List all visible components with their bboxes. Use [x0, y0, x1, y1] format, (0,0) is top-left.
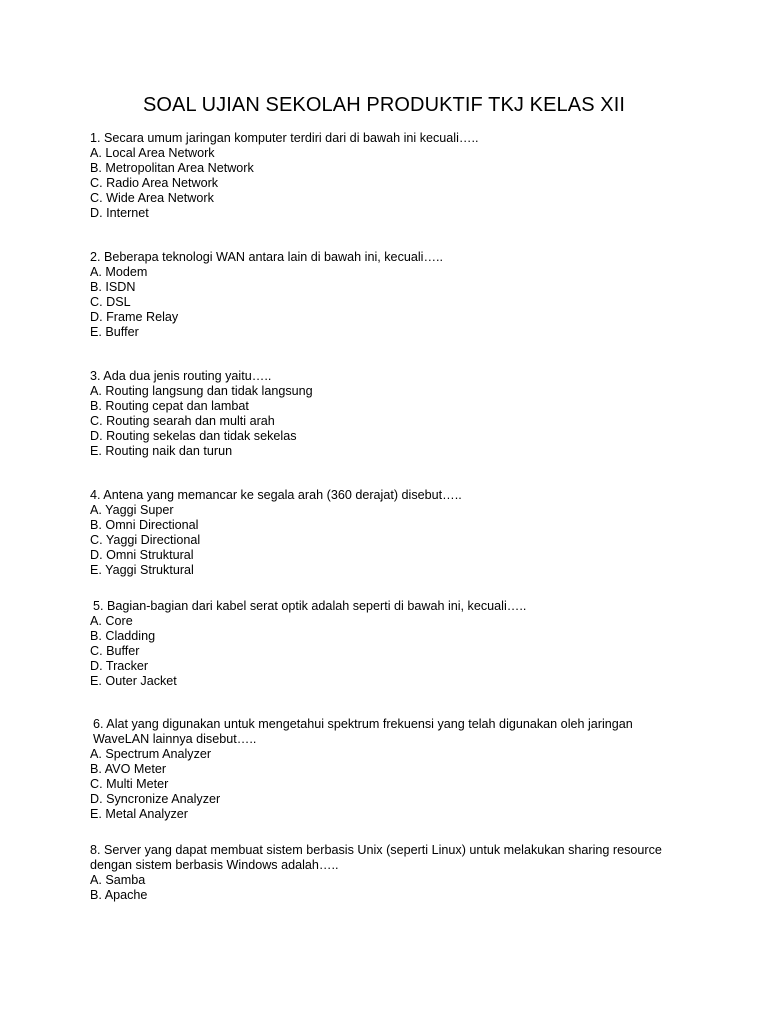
option: E. Metal Analyzer: [90, 807, 188, 821]
option: E. Routing naik dan turun: [90, 444, 233, 458]
question-6: [90, 717, 650, 822]
option: A. Core: [90, 614, 133, 628]
question-stem: 6. Alat yang digunakan untuk mengetahui spektrum frekuensi yang telah digunakan oleh jaringan WaveLAN lainnya disebut…..: [93, 717, 633, 746]
option: D. Omni Struktural: [90, 548, 194, 562]
option: C. Wide Area Network: [90, 191, 214, 205]
option: C. Routing searah dan multi arah: [90, 414, 275, 428]
option: A. Yaggi Super: [90, 503, 174, 517]
question-2: [90, 250, 670, 340]
option: B. ISDN: [90, 280, 136, 294]
option: C. Buffer: [90, 644, 140, 658]
question-stem: 2. Beberapa teknologi WAN antara lain di bawah ini, kecuali…..: [90, 250, 444, 264]
option-list: [90, 384, 670, 459]
option: D. Frame Relay: [90, 310, 179, 324]
document-title: SOAL UJIAN SEKOLAH PRODUKTIF TKJ KELAS XII: [142, 94, 626, 116]
option: D. Routing sekelas dan tidak sekelas: [90, 429, 297, 443]
option: B. Cladding: [90, 629, 156, 643]
option: E. Buffer: [90, 325, 139, 339]
option: D. Syncronize Analyzer: [90, 792, 221, 806]
option: E. Outer Jacket: [90, 674, 177, 688]
option: C. Yaggi Directional: [90, 533, 201, 547]
option: B. Apache: [90, 888, 148, 902]
option: B. Routing cepat dan lambat: [90, 399, 249, 413]
option-list: [90, 747, 650, 822]
option: A. Modem: [90, 265, 148, 279]
question-1: [90, 131, 670, 221]
question-4: [90, 488, 670, 578]
question-stem: 1. Secara umum jaringan komputer terdiri dari di bawah ini kecuali…..: [90, 131, 479, 145]
question-stem: 5. Bagian-bagian dari kabel serat optik adalah seperti di bawah ini, kecuali…..: [93, 599, 527, 613]
question-stem: 8. Server yang dapat membuat sistem berbasis Unix (seperti Linux) untuk melakukan sharing resource dengan sistem berbasis Windows adalah…..: [90, 843, 662, 872]
question-8: [90, 843, 680, 903]
question-stem: 4. Antena yang memancar ke segala arah (360 derajat) disebut…..: [90, 488, 462, 502]
option: D. Internet: [90, 206, 149, 220]
option: B. AVO Meter: [90, 762, 167, 776]
option: A. Local Area Network: [90, 146, 215, 160]
question-stem: 3. Ada dua jenis routing yaitu…..: [90, 369, 272, 383]
option: C. DSL: [90, 295, 131, 309]
option: B. Metropolitan Area Network: [90, 161, 254, 175]
option-list: [90, 146, 670, 221]
option: A. Spectrum Analyzer: [90, 747, 212, 761]
option: C. Radio Area Network: [90, 176, 219, 190]
option: A. Routing langsung dan tidak langsung: [90, 384, 313, 398]
option: D. Tracker: [90, 659, 149, 673]
option-list: [90, 265, 670, 340]
option: E. Yaggi Struktural: [90, 563, 194, 577]
question-3: [90, 369, 670, 459]
option-list: [90, 503, 670, 578]
option-list: [90, 614, 670, 689]
option: B. Omni Directional: [90, 518, 199, 532]
option-list: [90, 873, 680, 903]
question-5: [90, 599, 670, 689]
option: C. Multi Meter: [90, 777, 169, 791]
option: A. Samba: [90, 873, 146, 887]
